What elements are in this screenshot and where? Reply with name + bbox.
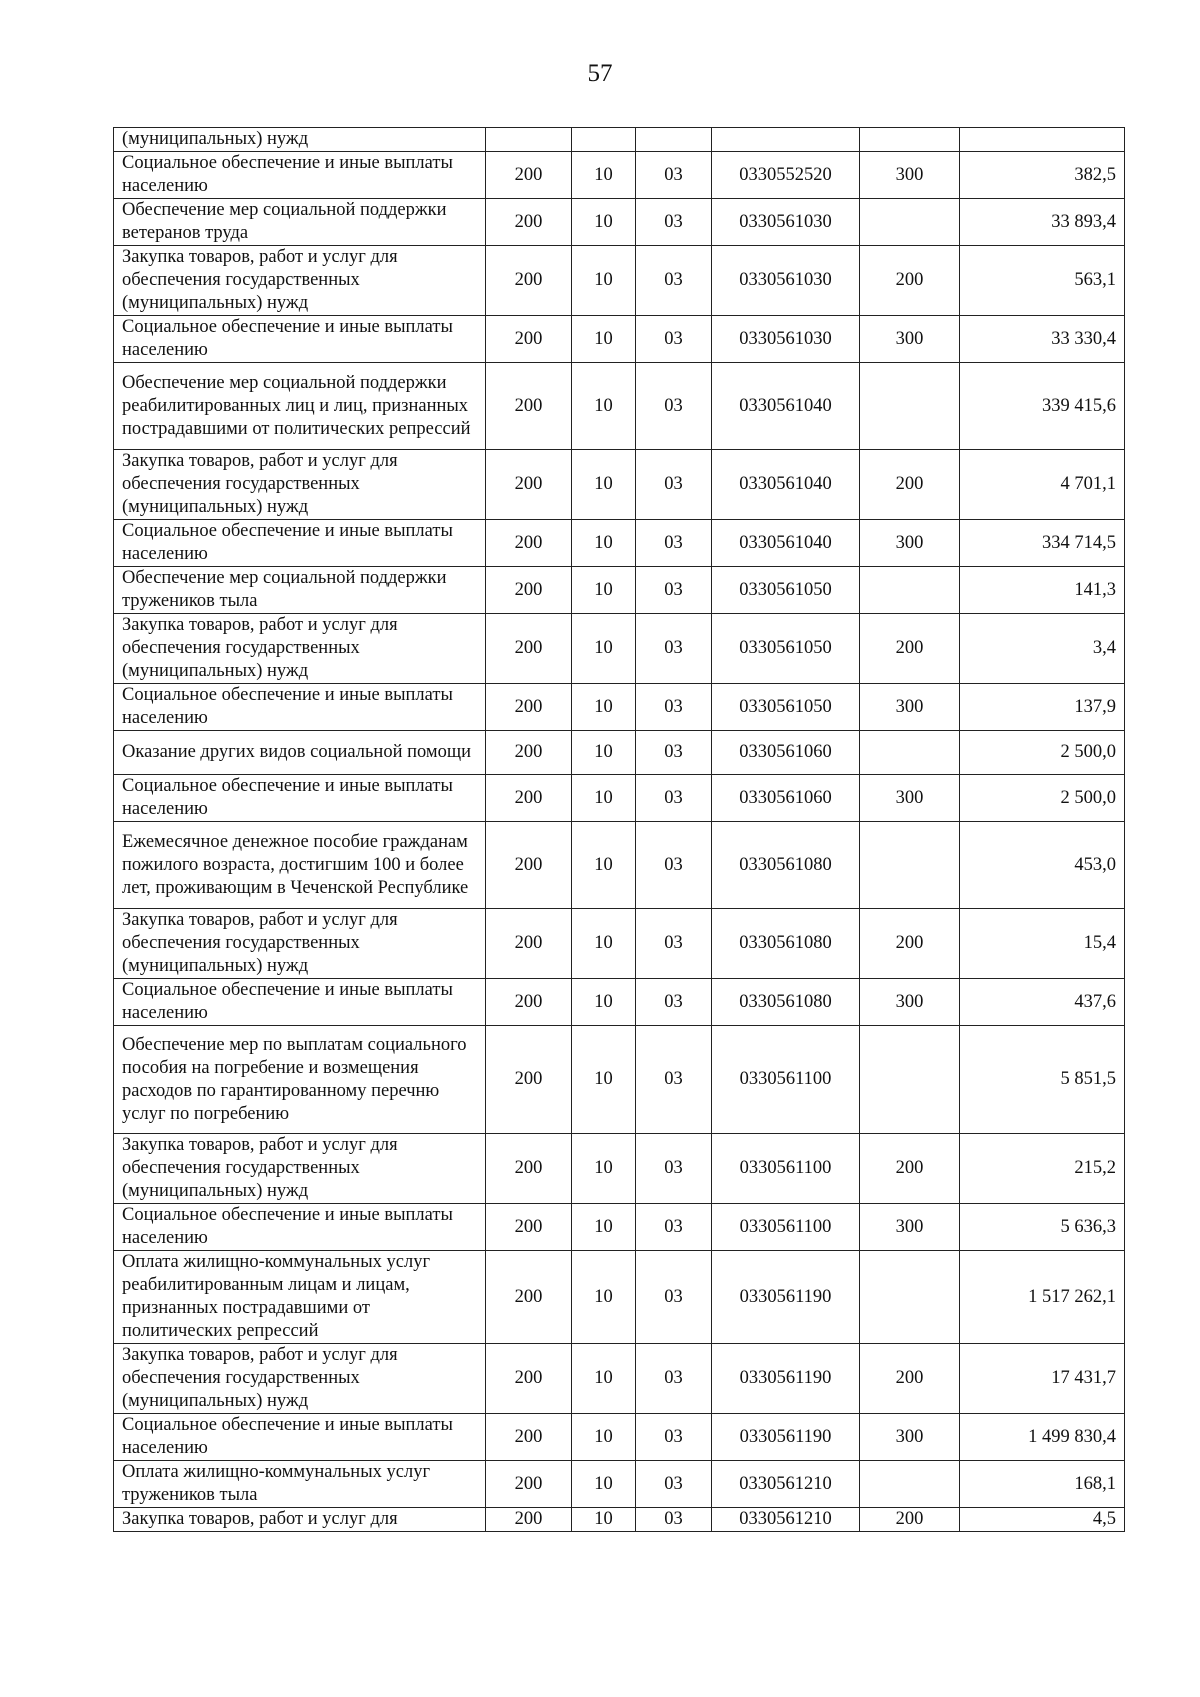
table-row [114, 450, 1125, 520]
row-code-1: 200 [486, 775, 572, 822]
row-amount: 339 415,6 [960, 363, 1125, 450]
row-code-3: 03 [636, 684, 712, 731]
row-code-2: 10 [572, 909, 636, 979]
page-number: 57 [587, 60, 613, 87]
table-body [114, 128, 1125, 1532]
row-name: Социальное обеспечение и иные выплаты населению [114, 1204, 486, 1251]
row-target-code: 0330561080 [712, 909, 860, 979]
row-target-code: 0330561190 [712, 1251, 860, 1344]
row-name: Социальное обеспечение и иные выплаты населению [114, 152, 486, 199]
row-code-2: 10 [572, 684, 636, 731]
row-code-2: 10 [572, 1344, 636, 1414]
table-row [114, 731, 1125, 775]
row-name: Закупка товаров, работ и услуг для обеспечения государственных (муниципальных) нужд [114, 246, 486, 316]
table-row [114, 1461, 1125, 1508]
row-amount: 437,6 [960, 979, 1125, 1026]
row-code-2: 10 [572, 1204, 636, 1251]
row-code-1: 200 [486, 909, 572, 979]
table-row [114, 775, 1125, 822]
row-code-3 [636, 128, 712, 152]
row-code-3: 03 [636, 1414, 712, 1461]
row-amount: 168,1 [960, 1461, 1125, 1508]
row-code-2: 10 [572, 567, 636, 614]
row-amount: 382,5 [960, 152, 1125, 199]
row-amount: 334 714,5 [960, 520, 1125, 567]
row-code-2: 10 [572, 822, 636, 909]
row-code-3: 03 [636, 152, 712, 199]
row-expense-type: 200 [860, 1508, 960, 1532]
row-amount: 5 636,3 [960, 1204, 1125, 1251]
row-target-code: 0330561030 [712, 316, 860, 363]
row-target-code: 0330561100 [712, 1134, 860, 1204]
row-code-3: 03 [636, 1344, 712, 1414]
row-code-2: 10 [572, 1414, 636, 1461]
table-row [114, 1251, 1125, 1344]
row-name: Оказание других видов социальной помощи [114, 731, 486, 775]
table-row [114, 199, 1125, 246]
row-name: (муниципальных) нужд [114, 128, 486, 152]
row-amount: 1 499 830,4 [960, 1414, 1125, 1461]
row-target-code: 0330561100 [712, 1204, 860, 1251]
table-row [114, 1414, 1125, 1461]
row-expense-type: 200 [860, 1134, 960, 1204]
row-code-3: 03 [636, 1204, 712, 1251]
row-name: Социальное обеспечение и иные выплаты населению [114, 775, 486, 822]
row-code-1: 200 [486, 1026, 572, 1134]
row-code-3: 03 [636, 909, 712, 979]
row-target-code: 0330561040 [712, 450, 860, 520]
row-expense-type [860, 731, 960, 775]
row-code-1: 200 [486, 822, 572, 909]
row-target-code: 0330561040 [712, 520, 860, 567]
row-code-2: 10 [572, 1026, 636, 1134]
row-name: Социальное обеспечение и иные выплаты населению [114, 316, 486, 363]
row-target-code: 0330561080 [712, 822, 860, 909]
row-code-2: 10 [572, 316, 636, 363]
table-row [114, 614, 1125, 684]
table-row [114, 363, 1125, 450]
row-code-3: 03 [636, 1461, 712, 1508]
row-code-1: 200 [486, 567, 572, 614]
row-code-2: 10 [572, 731, 636, 775]
row-code-1: 200 [486, 1344, 572, 1414]
row-target-code: 0330561050 [712, 614, 860, 684]
row-code-1: 200 [486, 979, 572, 1026]
row-name: Оплата жилищно-коммунальных услуг реабилитированным лицам и лицам, признанных пострадавшими от политических репрессий [114, 1251, 486, 1344]
row-code-1: 200 [486, 520, 572, 567]
row-expense-type: 300 [860, 1204, 960, 1251]
row-target-code [712, 128, 860, 152]
row-expense-type [860, 199, 960, 246]
row-code-3: 03 [636, 822, 712, 909]
table-row [114, 128, 1125, 152]
row-target-code: 0330561190 [712, 1344, 860, 1414]
table-row [114, 1026, 1125, 1134]
row-code-3: 03 [636, 520, 712, 567]
row-expense-type: 300 [860, 152, 960, 199]
row-code-3: 03 [636, 246, 712, 316]
row-name: Социальное обеспечение и иные выплаты населению [114, 1414, 486, 1461]
row-amount: 4 701,1 [960, 450, 1125, 520]
row-name: Закупка товаров, работ и услуг для [114, 1508, 486, 1532]
row-target-code: 0330561080 [712, 979, 860, 1026]
row-code-1: 200 [486, 1134, 572, 1204]
row-code-3: 03 [636, 316, 712, 363]
row-code-3: 03 [636, 614, 712, 684]
row-expense-type [860, 822, 960, 909]
row-expense-type [860, 128, 960, 152]
row-expense-type: 300 [860, 979, 960, 1026]
row-code-2: 10 [572, 199, 636, 246]
row-target-code: 0330561060 [712, 775, 860, 822]
row-target-code: 0330561060 [712, 731, 860, 775]
row-code-1: 200 [486, 199, 572, 246]
row-amount: 17 431,7 [960, 1344, 1125, 1414]
row-expense-type: 300 [860, 684, 960, 731]
row-target-code: 0330561050 [712, 567, 860, 614]
row-expense-type [860, 567, 960, 614]
table-row [114, 246, 1125, 316]
row-code-3: 03 [636, 1026, 712, 1134]
row-code-3: 03 [636, 1251, 712, 1344]
table-row [114, 567, 1125, 614]
row-name: Обеспечение мер социальной поддержки ветеранов труда [114, 199, 486, 246]
row-target-code: 0330561100 [712, 1026, 860, 1134]
row-amount: 141,3 [960, 567, 1125, 614]
row-expense-type: 200 [860, 246, 960, 316]
row-name: Обеспечение мер социальной поддержки тружеников тыла [114, 567, 486, 614]
row-amount: 33 330,4 [960, 316, 1125, 363]
row-expense-type: 300 [860, 1414, 960, 1461]
row-amount: 15,4 [960, 909, 1125, 979]
row-amount: 137,9 [960, 684, 1125, 731]
row-code-1 [486, 128, 572, 152]
row-code-2 [572, 128, 636, 152]
row-amount: 5 851,5 [960, 1026, 1125, 1134]
row-target-code: 0330552520 [712, 152, 860, 199]
table-row [114, 979, 1125, 1026]
row-code-1: 200 [486, 684, 572, 731]
table-row [114, 1508, 1125, 1532]
row-code-1: 200 [486, 1461, 572, 1508]
row-target-code: 0330561030 [712, 246, 860, 316]
row-amount: 563,1 [960, 246, 1125, 316]
row-expense-type: 200 [860, 450, 960, 520]
table-row [114, 1204, 1125, 1251]
row-amount: 3,4 [960, 614, 1125, 684]
row-code-1: 200 [486, 1414, 572, 1461]
row-amount: 33 893,4 [960, 199, 1125, 246]
row-name: Обеспечение мер социальной поддержки реабилитированных лиц и лиц, признанных пострадавшими от политических репрессий [114, 363, 486, 450]
table-row [114, 316, 1125, 363]
row-expense-type: 300 [860, 316, 960, 363]
row-amount: 215,2 [960, 1134, 1125, 1204]
row-code-1: 200 [486, 316, 572, 363]
row-code-3: 03 [636, 1134, 712, 1204]
row-expense-type: 200 [860, 614, 960, 684]
row-amount: 453,0 [960, 822, 1125, 909]
row-name: Закупка товаров, работ и услуг для обеспечения государственных (муниципальных) нужд [114, 450, 486, 520]
table-row [114, 152, 1125, 199]
row-code-2: 10 [572, 1251, 636, 1344]
row-target-code: 0330561210 [712, 1461, 860, 1508]
row-expense-type [860, 1026, 960, 1134]
row-name: Социальное обеспечение и иные выплаты населению [114, 979, 486, 1026]
row-code-2: 10 [572, 246, 636, 316]
row-code-2: 10 [572, 450, 636, 520]
row-amount [960, 128, 1125, 152]
row-code-1: 200 [486, 1251, 572, 1344]
row-code-1: 200 [486, 1204, 572, 1251]
row-expense-type [860, 1461, 960, 1508]
table-row [114, 822, 1125, 909]
row-name: Закупка товаров, работ и услуг для обеспечения государственных (муниципальных) нужд [114, 614, 486, 684]
row-code-2: 10 [572, 1134, 636, 1204]
row-code-2: 10 [572, 775, 636, 822]
row-expense-type [860, 363, 960, 450]
row-name: Обеспечение мер по выплатам социального пособия на погребение и возмещения расходов по гарантированному перечню услуг по погребению [114, 1026, 486, 1134]
row-expense-type: 300 [860, 520, 960, 567]
row-code-1: 200 [486, 363, 572, 450]
row-target-code: 0330561210 [712, 1508, 860, 1532]
table-row [114, 520, 1125, 567]
row-expense-type: 300 [860, 775, 960, 822]
row-code-2: 10 [572, 363, 636, 450]
row-code-3: 03 [636, 363, 712, 450]
row-code-1: 200 [486, 1508, 572, 1532]
row-code-2: 10 [572, 152, 636, 199]
row-code-3: 03 [636, 567, 712, 614]
row-code-3: 03 [636, 1508, 712, 1532]
row-amount: 2 500,0 [960, 731, 1125, 775]
row-name: Закупка товаров, работ и услуг для обеспечения государственных (муниципальных) нужд [114, 1344, 486, 1414]
row-code-3: 03 [636, 775, 712, 822]
row-code-2: 10 [572, 520, 636, 567]
table-row [114, 909, 1125, 979]
row-name: Закупка товаров, работ и услуг для обеспечения государственных (муниципальных) нужд [114, 1134, 486, 1204]
row-name: Закупка товаров, работ и услуг для обеспечения государственных (муниципальных) нужд [114, 909, 486, 979]
row-expense-type [860, 1251, 960, 1344]
row-amount: 1 517 262,1 [960, 1251, 1125, 1344]
row-name: Социальное обеспечение и иные выплаты населению [114, 520, 486, 567]
row-code-2: 10 [572, 1461, 636, 1508]
row-code-2: 10 [572, 1508, 636, 1532]
row-code-1: 200 [486, 246, 572, 316]
budget-table [113, 127, 1125, 1532]
row-amount: 4,5 [960, 1508, 1125, 1532]
row-code-1: 200 [486, 614, 572, 684]
row-expense-type: 200 [860, 909, 960, 979]
row-code-1: 200 [486, 450, 572, 520]
row-code-3: 03 [636, 979, 712, 1026]
row-code-3: 03 [636, 731, 712, 775]
row-target-code: 0330561030 [712, 199, 860, 246]
row-code-3: 03 [636, 450, 712, 520]
row-code-1: 200 [486, 152, 572, 199]
row-target-code: 0330561190 [712, 1414, 860, 1461]
row-amount: 2 500,0 [960, 775, 1125, 822]
row-name: Оплата жилищно-коммунальных услуг тружеников тыла [114, 1461, 486, 1508]
row-expense-type: 200 [860, 1344, 960, 1414]
row-target-code: 0330561050 [712, 684, 860, 731]
table-row [114, 684, 1125, 731]
row-code-1: 200 [486, 731, 572, 775]
row-code-2: 10 [572, 614, 636, 684]
row-code-3: 03 [636, 199, 712, 246]
row-target-code: 0330561040 [712, 363, 860, 450]
table-row [114, 1344, 1125, 1414]
row-name: Ежемесячное денежное пособие гражданам пожилого возраста, достигшим 100 и более лет, проживающим в Чеченской Республике [114, 822, 486, 909]
table-row [114, 1134, 1125, 1204]
row-name: Социальное обеспечение и иные выплаты населению [114, 684, 486, 731]
row-code-2: 10 [572, 979, 636, 1026]
